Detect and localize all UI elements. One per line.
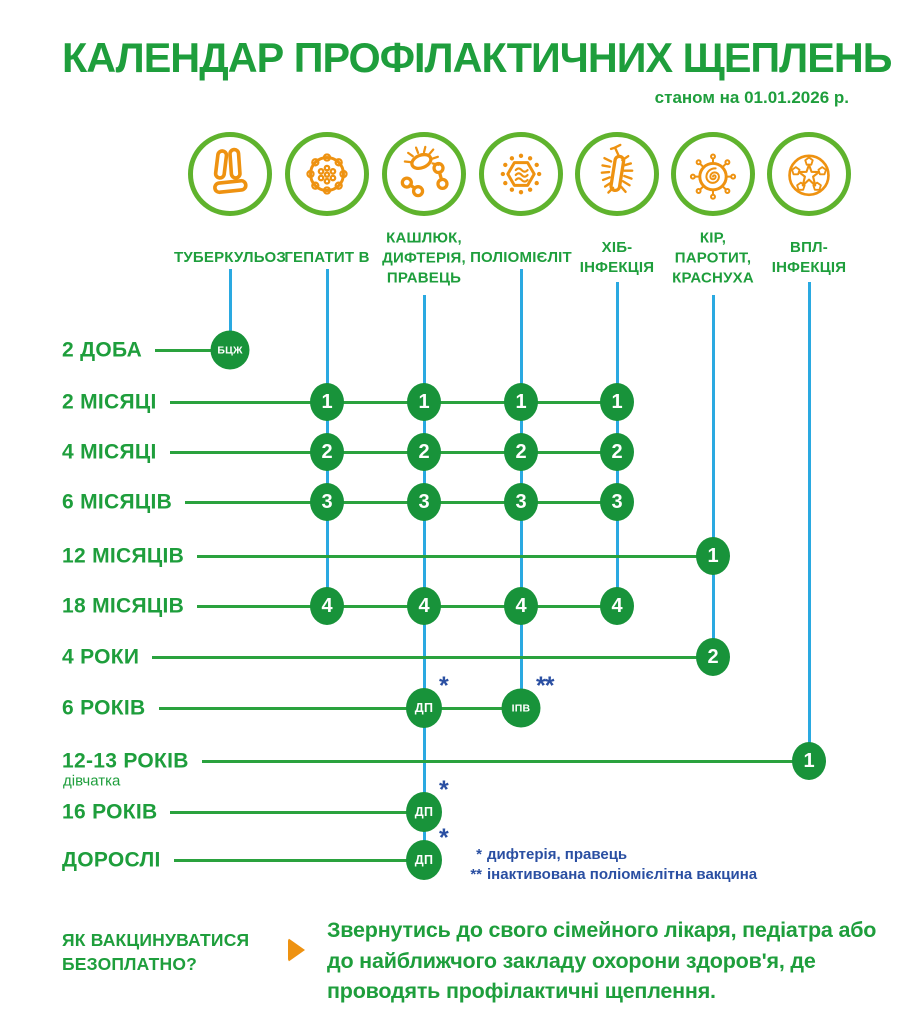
row-connector-line <box>185 501 617 504</box>
measles-virus-icon <box>671 132 755 216</box>
as-of-date: станом на 01.01.2026 р. <box>654 88 849 108</box>
dose-badge: 1 <box>792 742 826 780</box>
column-label-hpv: ВПЛ- ІНФЕКЦІЯ <box>771 239 847 276</box>
hepatitis-b-virus-icon <box>285 132 369 216</box>
dose-badge: 2 <box>600 433 634 471</box>
footnote-ipv <box>460 865 757 885</box>
column-label-polio: ПОЛІОМІЄЛІТ <box>470 249 572 267</box>
column-timeline-line <box>712 295 715 657</box>
dose-badge: 1 <box>600 383 634 421</box>
dose-badge: 3 <box>504 483 538 521</box>
column-timeline-line <box>423 295 426 860</box>
row-connector-line <box>159 707 521 710</box>
column-label-measles-mumps-rubella: КІР, ПАРОТИТ, КРАСНУХА <box>672 229 754 286</box>
how-to-vaccinate-question: ЯК ВАКЦИНУВАТИСЯ БЕЗОПЛАТНО? <box>62 930 250 975</box>
footnote-marker: * <box>476 846 482 863</box>
column-label-tuberculosis: ТУБЕРКУЛЬОЗ <box>174 249 286 267</box>
column-label-pertussis-diphtheria-tetanus: КАШЛЮК, ДИФТЕРІЯ, ПРАВЕЦЬ <box>382 229 466 286</box>
column-timeline-line <box>808 282 811 761</box>
dose-footnote-marker: * <box>439 776 448 804</box>
age-row-label: 16 РОКІВ <box>62 800 158 824</box>
dose-badge: 3 <box>600 483 634 521</box>
tuberculosis-bacteria-icon <box>188 132 272 216</box>
hib-bacteria-icon <box>575 132 659 216</box>
dose-badge: 1 <box>504 383 538 421</box>
row-connector-line <box>170 451 617 454</box>
dose-badge: ДП <box>406 840 442 880</box>
footnote-diphtheria-tetanus <box>460 845 757 865</box>
dose-badge: 4 <box>504 587 538 625</box>
pertussis-bacteria-icon <box>382 132 466 216</box>
age-row-label: 12 МІСЯЦІВ <box>62 544 185 568</box>
dose-badge: 4 <box>310 587 344 625</box>
column-label-hib: ХІБ- ІНФЕКЦІЯ <box>579 239 655 276</box>
age-row-label: 4 РОКИ <box>62 645 140 669</box>
hpv-virus-icon <box>767 132 851 216</box>
age-row-label: 12-13 РОКІВ <box>62 749 189 773</box>
how-to-vaccinate-answer: Звернутись до свого сімейного лікаря, педіатра або до найближчого закладу охорони здоров'я, де проводять профілактичні щеплення. <box>327 918 877 1004</box>
age-row-label: 4 МІСЯЦІ <box>62 440 157 464</box>
footnote-text: дифтерія, правець <box>487 846 628 863</box>
dose-badge: 2 <box>310 433 344 471</box>
footnote-marker: ** <box>470 866 482 883</box>
age-row-label: ДОРОСЛІ <box>62 848 161 872</box>
dose-badge: 2 <box>407 433 441 471</box>
column-label-hepatitis-b: ГЕПАТИТ В <box>284 249 370 267</box>
dose-badge: 1 <box>310 383 344 421</box>
page-title: КАЛЕНДАР ПРОФІЛАКТИЧНИХ ЩЕПЛЕНЬ <box>62 34 892 81</box>
dose-badge: 4 <box>407 587 441 625</box>
dose-badge: БЦЖ <box>211 331 250 370</box>
polio-virus-icon <box>479 132 563 216</box>
row-connector-line <box>202 760 809 763</box>
dose-badge: ДП <box>406 688 442 728</box>
age-row-label: 2 ДОБА <box>62 338 143 362</box>
row-connector-line <box>152 656 713 659</box>
dose-badge: ІПВ <box>502 689 541 728</box>
age-row-label: 2 МІСЯЦІ <box>62 390 157 414</box>
dose-footnote-marker: * <box>439 672 448 700</box>
arrow-right-icon <box>288 938 305 962</box>
footnotes <box>460 845 757 885</box>
dose-footnote-marker: ** <box>536 672 554 700</box>
dose-badge: 2 <box>504 433 538 471</box>
footnote-text: інактивована поліомієлітна вакцина <box>487 866 758 883</box>
dose-badge: 1 <box>407 383 441 421</box>
dose-badge: 3 <box>310 483 344 521</box>
row-connector-line <box>170 401 617 404</box>
age-row-sublabel: дівчатка <box>63 772 121 790</box>
dose-badge: 3 <box>407 483 441 521</box>
row-connector-line <box>174 859 424 862</box>
dose-badge: 1 <box>696 537 730 575</box>
age-row-label: 18 МІСЯЦІВ <box>62 594 185 618</box>
age-row-label: 6 МІСЯЦІВ <box>62 490 173 514</box>
dose-badge: ДП <box>406 792 442 832</box>
row-connector-line <box>197 555 713 558</box>
header <box>62 34 892 108</box>
age-row-label: 6 РОКІВ <box>62 696 146 720</box>
dose-badge: 2 <box>696 638 730 676</box>
row-connector-line <box>170 811 424 814</box>
dose-badge: 4 <box>600 587 634 625</box>
dose-footnote-marker: * <box>439 824 448 852</box>
